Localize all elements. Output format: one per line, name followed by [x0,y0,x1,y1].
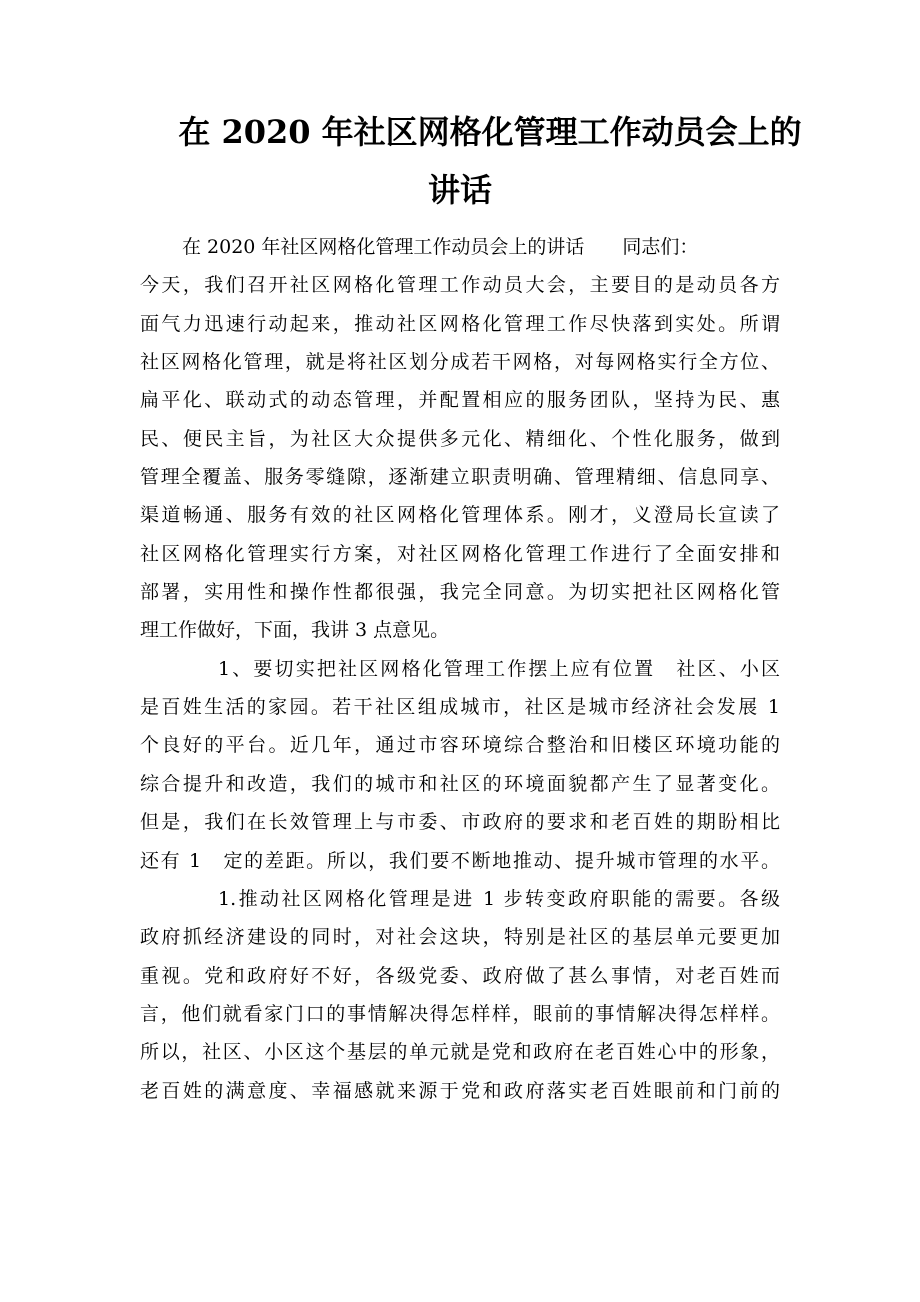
body-text-line: 还有 1 定的差距。所以，我们要不断地推动、提升城市管理的水平。 [140,849,780,872]
document-title-line-1: 在 2020 年社区网格化管理工作动员会上的 [178,113,802,151]
body-text-line: 理工作做好，下面，我讲 3 点意见。 [140,619,450,642]
body-text-line: 民、便民主旨，为社区大众提供多元化、精细化、个性化服务，做到 [140,427,780,450]
body-text-line: 1、要切实把社区网格化管理工作摆上应有位置 社区、小区 [218,657,780,680]
body-text-line: 老百姓的满意度、幸福感就来源于党和政府落实老百姓眼前和门前的 [140,1079,780,1102]
body-text-line: 言，他们就看家门口的事情解决得怎样样，眼前的事情解决得怎样样。 [140,1002,780,1025]
body-text-line: 扁平化、联动式的动态管理，并配置相应的服务团队，坚持为民、惠 [140,389,780,412]
document-body [140,228,780,1110]
body-text-line: 渠道畅通、服务有效的社区网格化管理体系。刚才，义澄局长宣读了 [140,504,780,527]
body-text-line: 今天，我们召开社区网格化管理工作动员大会，主要目的是动员各方 [140,274,780,297]
body-text-line: 重视。党和政府好不好，各级党委、政府做了甚么事情，对老百姓而 [140,964,780,987]
document-title-line-2: 讲话 [427,171,492,209]
body-text-line: 所以，社区、小区这个基层的单元就是党和政府在老百姓心中的形象， [140,1041,780,1064]
body-text-line: 在 2020 年社区网格化管理工作动员会上的讲话 同志们： [182,236,699,258]
body-text-line: 部署，实用性和操作性都很强，我完全同意。为切实把社区网格化管 [140,581,780,604]
body-text-line: 社区网格化管理，就是将社区划分成若干网格，对每网格实行全方位、 [140,351,780,374]
body-text-line: 综合提升和改造，我们的城市和社区的环境面貌都产生了显著变化。 [140,772,780,795]
body-text-line: 社区网格化管理实行方案，对社区网格化管理工作进行了全面安排和 [140,542,780,565]
body-text-line: 个良好的平台。近几年，通过市容环境综合整治和旧楼区环境功能的 [140,734,780,757]
body-text-line: 1.推动社区网格化管理是进 1 步转变政府职能的需要。各级 [218,887,780,910]
body-text-line: 政府抓经济建设的同时，对社会这块，特别是社区的基层单元要更加 [140,926,780,949]
body-text-line: 面气力迅速行动起来，推动社区网格化管理工作尽快落到实处。所谓 [140,312,780,335]
body-text-line: 管理全覆盖、服务零缝隙，逐渐建立职责明确、管理精细、信息同享、 [140,466,780,489]
body-text-line: 是百姓生活的家园。若干社区组成城市，社区是城市经济社会发展 1 [140,696,780,719]
body-text-line: 但是，我们在长效管理上与市委、市政府的要求和老百姓的期盼相比 [140,811,780,834]
